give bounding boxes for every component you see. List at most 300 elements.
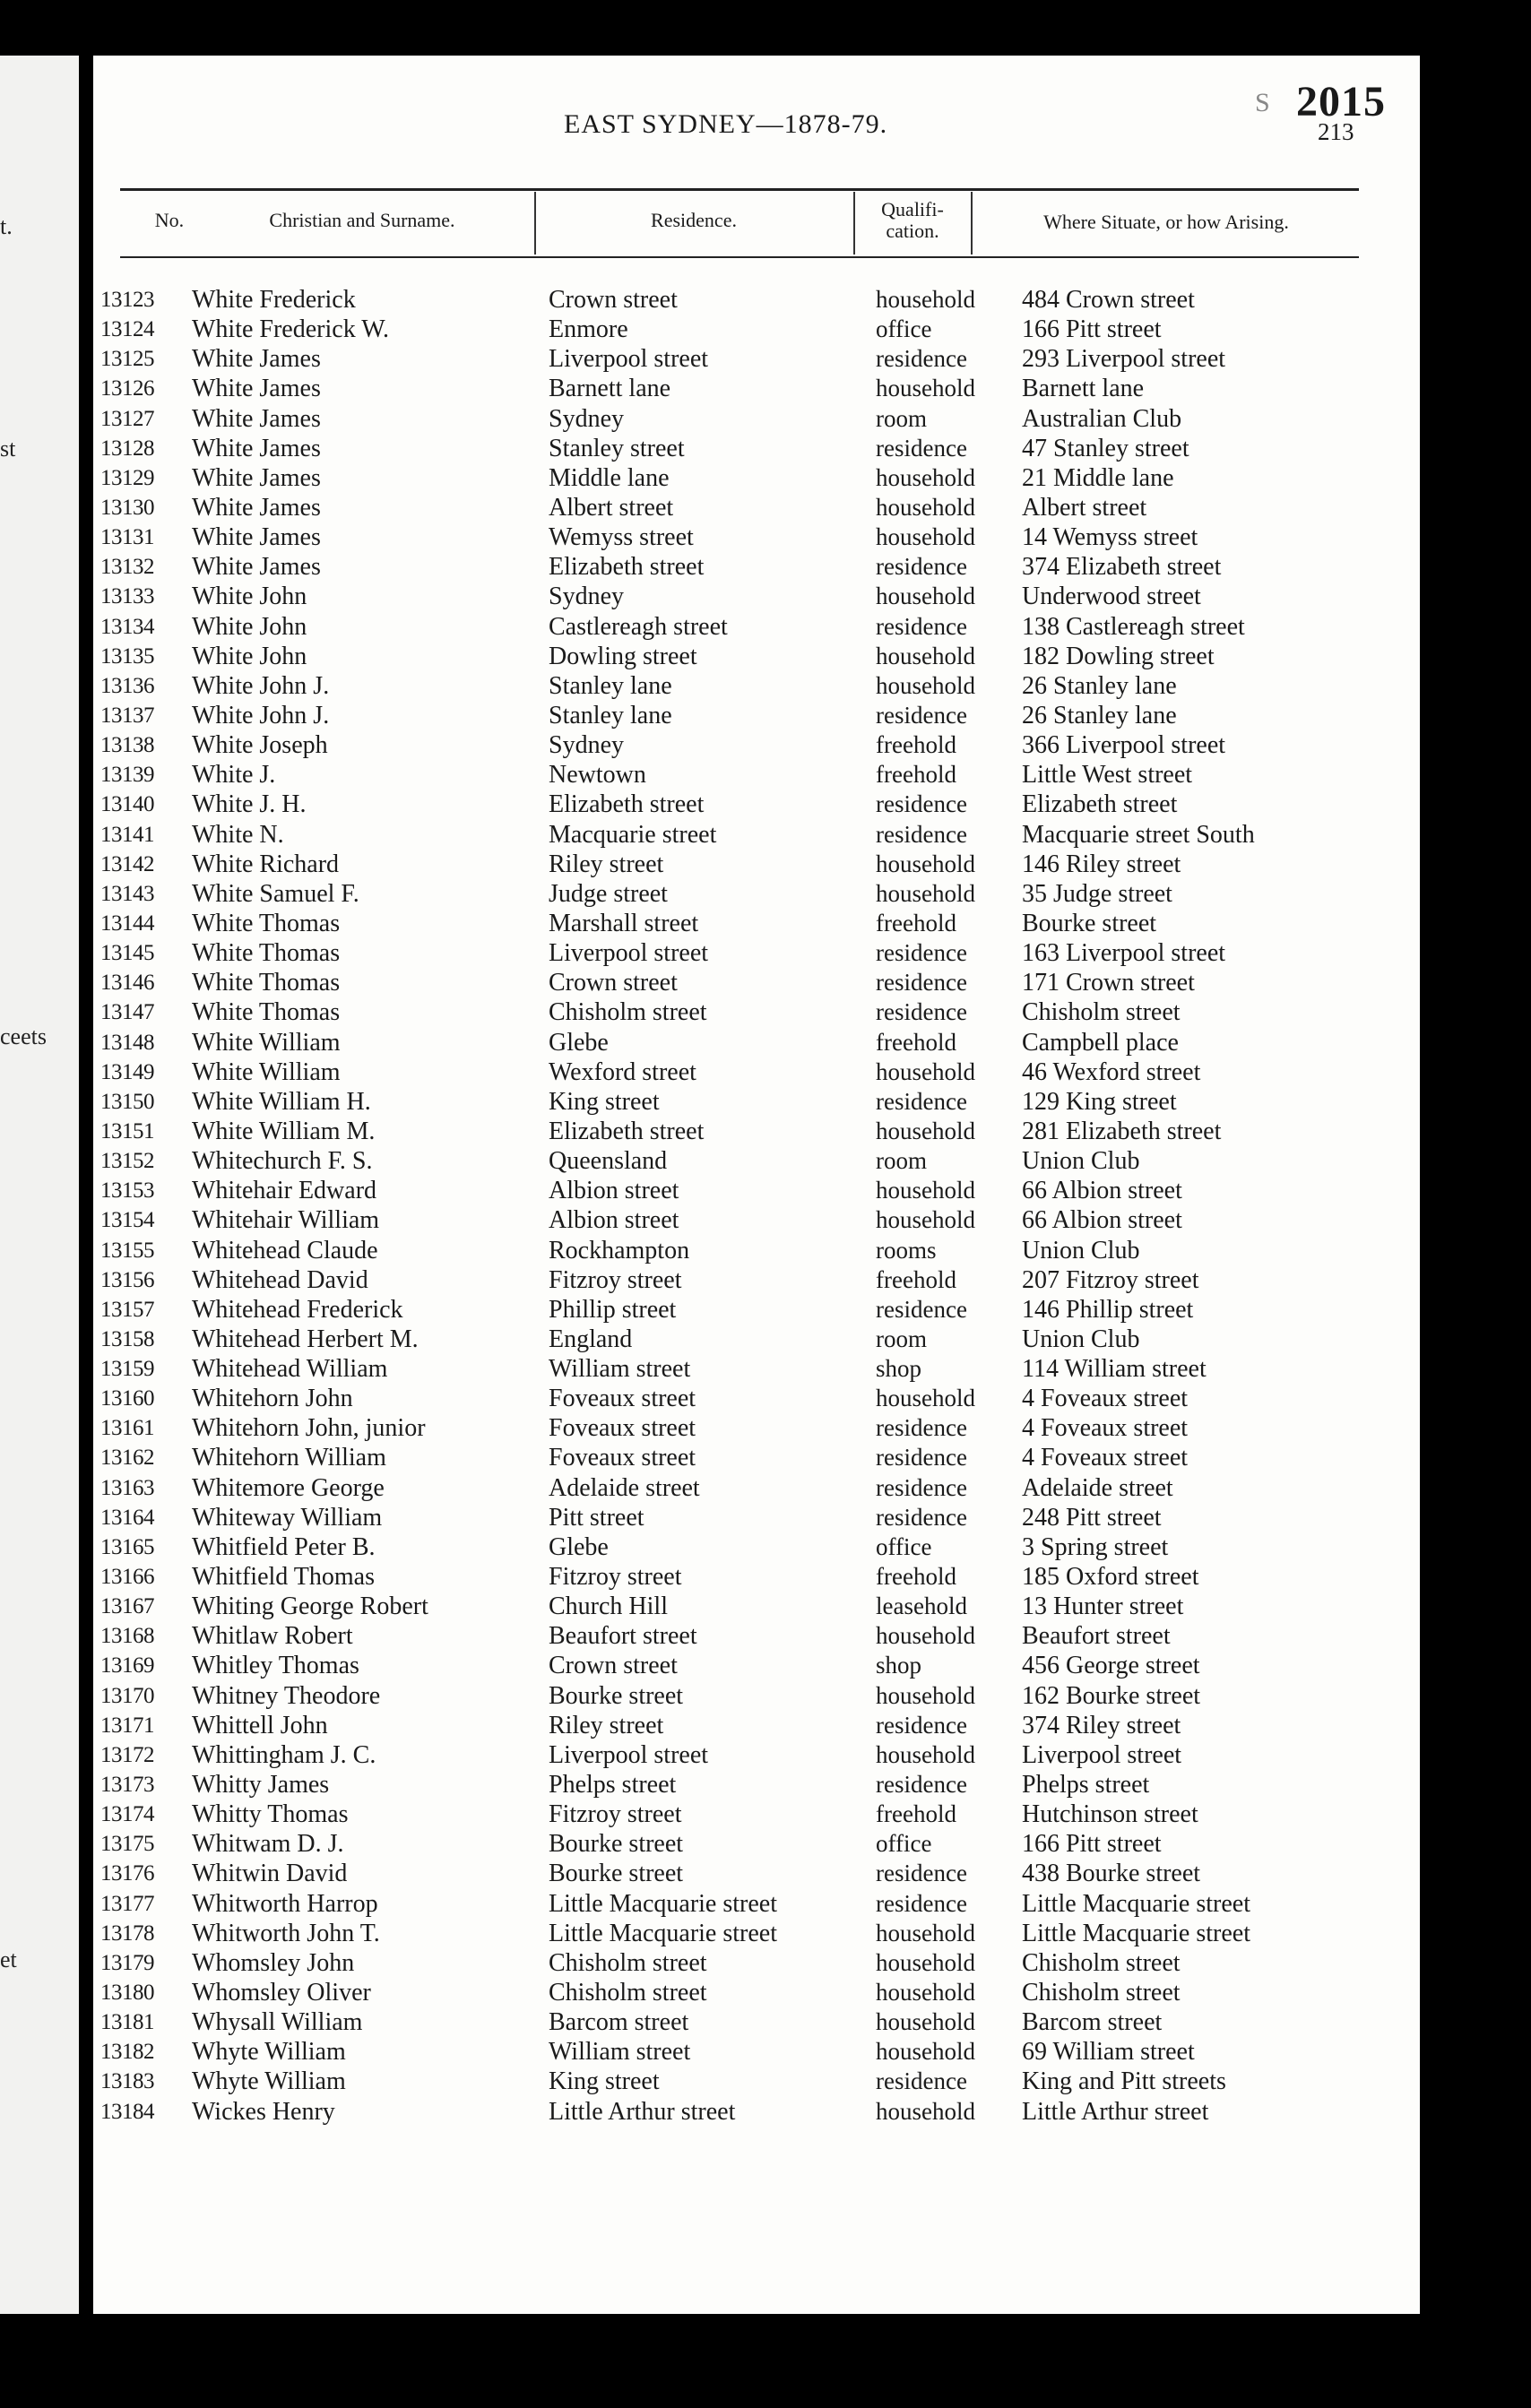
qualification-cell: office: [876, 315, 932, 343]
residence-cell: Middle lane: [549, 463, 670, 492]
residence-cell: England: [549, 1325, 633, 1353]
qualification-cell: household: [876, 463, 975, 491]
where-situate-cell: 66 Albion street: [1022, 1177, 1182, 1205]
where-situate-cell: 171 Crown street: [1022, 969, 1195, 997]
entry-number: 13143: [100, 881, 154, 906]
residence-cell: Judge street: [549, 879, 668, 908]
register-table: [100, 285, 1373, 2127]
entry-number: 13134: [100, 614, 154, 639]
elector-name: Whyte William: [192, 2067, 346, 2096]
where-situate-cell: 248 Pitt street: [1022, 1503, 1162, 1532]
where-situate-cell: Elizabeth street: [1022, 790, 1178, 819]
residence-cell: Fitzroy street: [549, 1265, 682, 1294]
where-situate-cell: Australian Club: [1022, 404, 1182, 433]
qualification-cell: household: [876, 2008, 975, 2036]
residence-cell: William street: [549, 1355, 691, 1384]
residence-cell: Sydney: [549, 731, 624, 760]
entry-number: 13137: [100, 703, 154, 728]
residence-cell: Sydney: [549, 583, 624, 611]
table-row: [100, 671, 1373, 701]
residence-cell: Foveaux street: [549, 1444, 696, 1472]
residence-cell: Bourke street: [549, 1830, 684, 1859]
residence-cell: Riley street: [549, 850, 664, 878]
table-row: [100, 1384, 1373, 1413]
qualification-cell: household: [876, 2097, 975, 2125]
qualification-cell: shop: [876, 1355, 922, 1383]
qualification-cell: residence: [876, 1414, 967, 1442]
elector-name: White Thomas: [192, 998, 341, 1027]
where-situate-cell: King and Pitt streets: [1022, 2067, 1226, 2096]
entry-number: 13144: [100, 911, 154, 936]
elector-name: Whittell John: [192, 1711, 328, 1739]
table-row: [100, 1948, 1373, 1978]
table-row: [100, 404, 1373, 434]
where-situate-cell: Beaufort street: [1022, 1622, 1171, 1651]
entry-number: 13163: [100, 1475, 154, 1500]
entry-number: 13123: [100, 288, 154, 312]
qualification-cell: residence: [876, 1860, 967, 1887]
elector-name: Whitty James: [192, 1771, 330, 1800]
where-situate-cell: Chisholm street: [1022, 1948, 1181, 1977]
where-situate-cell: 146 Riley street: [1022, 850, 1181, 878]
entry-number: 13178: [100, 1920, 154, 1946]
entry-number: 13139: [100, 763, 154, 788]
table-row: [100, 820, 1373, 850]
entry-number: 13170: [100, 1683, 154, 1708]
elector-name: White John: [192, 612, 307, 641]
elector-name: White John: [192, 583, 307, 611]
where-situate-cell: 438 Bourke street: [1022, 1860, 1201, 1888]
table-row: [100, 1829, 1373, 1859]
entry-number: 13132: [100, 555, 154, 580]
page-title: EAST SYDNEY—1878-79.: [564, 109, 888, 139]
qualification-cell: household: [876, 1740, 975, 1768]
where-situate-cell: 163 Liverpool street: [1022, 939, 1226, 968]
where-situate-cell: Barcom street: [1022, 2008, 1163, 2037]
entry-number: 13172: [100, 1742, 154, 1767]
qualification-cell: household: [876, 1948, 975, 1976]
table-row: [100, 522, 1373, 552]
qualification-cell: residence: [876, 790, 967, 818]
residence-cell: Dowling street: [549, 642, 697, 670]
elector-name: White James: [192, 493, 321, 522]
qualification-cell: residence: [876, 820, 967, 848]
residence-cell: Newtown: [549, 761, 646, 790]
entry-number: 13175: [100, 1832, 154, 1857]
qualification-cell: residence: [876, 969, 967, 997]
qualification-cell: rooms: [876, 1236, 937, 1264]
elector-name: Whitehair Edward: [192, 1177, 377, 1205]
qualification-cell: household: [876, 1979, 975, 2007]
elector-name: White James: [192, 375, 321, 403]
residence-cell: Crown street: [549, 969, 678, 997]
residence-cell: Adelaide street: [549, 1473, 700, 1502]
residence-cell: Elizabeth street: [549, 1117, 705, 1145]
prev-page-fragment: st: [0, 436, 16, 462]
column-divider: [534, 192, 536, 255]
entry-number: 13166: [100, 1565, 154, 1590]
table-row: [100, 997, 1373, 1027]
elector-name: Whitehead Frederick: [192, 1295, 403, 1324]
entry-number: 13154: [100, 1208, 154, 1233]
entry-number: 13136: [100, 673, 154, 698]
table-row: [100, 1800, 1373, 1829]
entry-number: 13130: [100, 495, 154, 520]
table-row: [100, 1919, 1373, 1948]
residence-cell: Barnett lane: [549, 375, 671, 403]
elector-name: Whitty Thomas: [192, 1800, 349, 1829]
elector-name: Whiteway William: [192, 1503, 383, 1532]
residence-cell: Castlereagh street: [549, 612, 728, 641]
table-row: [100, 434, 1373, 463]
qualification-cell: room: [876, 1147, 927, 1175]
table-row: [100, 1295, 1373, 1325]
residence-cell: Phillip street: [549, 1295, 677, 1324]
qualification-cell: residence: [876, 701, 967, 729]
residence-cell: Elizabeth street: [549, 790, 705, 819]
qualification-cell: residence: [876, 1771, 967, 1799]
entry-number: 13133: [100, 584, 154, 609]
elector-name: White William: [192, 1057, 341, 1086]
table-row: [100, 701, 1373, 730]
elector-name: White James: [192, 523, 321, 552]
table-row: [100, 1176, 1373, 1205]
table-row: [100, 1057, 1373, 1087]
where-situate-cell: 185 Oxford street: [1022, 1563, 1199, 1592]
column-header-where: Where Situate, or how Arising.: [1043, 211, 1289, 233]
elector-name: White J.: [192, 761, 276, 790]
where-situate-cell: 166 Pitt street: [1022, 1830, 1162, 1859]
elector-name: Whitehead William: [192, 1355, 388, 1384]
elector-name: Whomsley John: [192, 1948, 355, 1977]
elector-name: Whyte William: [192, 2038, 346, 2067]
where-situate-cell: Union Club: [1022, 1147, 1140, 1176]
column-header-qualification: Qualifi- cation.: [881, 198, 944, 242]
qualification-cell: household: [876, 1385, 975, 1412]
residence-cell: Chisholm street: [549, 998, 707, 1027]
elector-name: Whitechurch F. S.: [192, 1147, 373, 1176]
where-situate-cell: 374 Riley street: [1022, 1711, 1181, 1739]
table-row: [100, 1146, 1373, 1176]
elector-name: White James: [192, 434, 321, 462]
table-row: [100, 730, 1373, 760]
residence-cell: Phelps street: [549, 1771, 677, 1800]
qualification-cell: household: [876, 1177, 975, 1204]
table-row: [100, 1651, 1373, 1680]
qualification-cell: freehold: [876, 761, 956, 789]
table-row: [100, 938, 1373, 968]
elector-name: Whitehorn John: [192, 1385, 353, 1413]
where-situate-cell: 182 Dowling street: [1022, 642, 1215, 670]
table-row: [100, 1859, 1373, 1888]
elector-name: White James: [192, 553, 321, 582]
where-situate-cell: 129 King street: [1022, 1087, 1177, 1116]
qualification-cell: household: [876, 1206, 975, 1234]
entry-number: 13181: [100, 2010, 154, 2035]
table-row: [100, 1621, 1373, 1651]
residence-cell: Little Macquarie street: [549, 1919, 777, 1947]
residence-cell: Elizabeth street: [549, 553, 705, 582]
entry-number: 13179: [100, 1950, 154, 1975]
entry-number: 13138: [100, 733, 154, 758]
where-situate-cell: 66 Albion street: [1022, 1206, 1182, 1235]
table-row: [100, 1354, 1373, 1384]
table-row: [100, 1087, 1373, 1117]
where-situate-cell: Bourke street: [1022, 909, 1157, 937]
qualification-cell: household: [876, 642, 975, 669]
qualification-cell: household: [876, 2038, 975, 2066]
entry-number: 13183: [100, 2069, 154, 2094]
elector-name: Whitworth Harrop: [192, 1889, 378, 1918]
qualification-cell: residence: [876, 1711, 967, 1739]
register-page: [93, 56, 1420, 2314]
where-situate-cell: Chisholm street: [1022, 998, 1181, 1027]
table-row: [100, 1117, 1373, 1146]
qualification-cell: household: [876, 286, 975, 313]
residence-cell: Enmore: [549, 315, 628, 344]
residence-cell: Little Macquarie street: [549, 1889, 777, 1918]
residence-cell: Riley street: [549, 1711, 664, 1739]
qualification-cell: residence: [876, 1444, 967, 1472]
entry-number: 13176: [100, 1861, 154, 1886]
qualification-cell: office: [876, 1532, 932, 1560]
where-situate-cell: Albert street: [1022, 493, 1147, 522]
entry-number: 13155: [100, 1238, 154, 1263]
entry-number: 13150: [100, 1089, 154, 1114]
entry-number: 13142: [100, 851, 154, 876]
where-situate-cell: 281 Elizabeth street: [1022, 1117, 1222, 1145]
residence-cell: Glebe: [549, 1028, 609, 1057]
residence-cell: Liverpool street: [549, 939, 709, 968]
entry-number: 13151: [100, 1118, 154, 1144]
qualification-cell: freehold: [876, 909, 956, 936]
where-situate-cell: 3 Spring street: [1022, 1532, 1169, 1561]
entry-number: 13148: [100, 1030, 154, 1055]
residence-cell: Foveaux street: [549, 1414, 696, 1443]
where-situate-cell: Chisholm street: [1022, 1979, 1181, 2007]
where-situate-cell: 374 Elizabeth street: [1022, 553, 1222, 582]
prev-page-fragment: et: [0, 1946, 17, 1972]
where-situate-cell: 26 Stanley lane: [1022, 671, 1177, 700]
column-header-name: Christian and Surname.: [269, 209, 455, 231]
where-situate-cell: 47 Stanley street: [1022, 434, 1189, 462]
residence-cell: Stanley lane: [549, 671, 672, 700]
elector-name: Whitley Thomas: [192, 1652, 359, 1680]
residence-cell: King street: [549, 2067, 660, 2096]
entry-number: 13169: [100, 1653, 154, 1679]
where-situate-cell: Barnett lane: [1022, 375, 1145, 403]
elector-name: White Samuel F.: [192, 879, 359, 908]
residence-cell: Little Arthur street: [549, 2097, 736, 2126]
elector-name: White James: [192, 345, 321, 374]
qualification-cell: freehold: [876, 1800, 956, 1828]
elector-name: Whitehead David: [192, 1265, 368, 1294]
qualification-cell: residence: [876, 1889, 967, 1917]
where-situate-cell: Campbell place: [1022, 1028, 1179, 1057]
elector-name: White J. H.: [192, 790, 307, 819]
table-row: [100, 552, 1373, 582]
table-row: [100, 879, 1373, 909]
elector-name: White John J.: [192, 701, 330, 729]
residence-cell: Crown street: [549, 1652, 678, 1680]
elector-name: Whittingham J. C.: [192, 1740, 376, 1769]
elector-name: Whitney Theodore: [192, 1681, 381, 1710]
elector-name: Whitfield Thomas: [192, 1563, 375, 1592]
residence-cell: Albion street: [549, 1206, 679, 1235]
residence-cell: Marshall street: [549, 909, 699, 937]
where-situate-cell: 4 Foveaux street: [1022, 1385, 1189, 1413]
table-row: [100, 612, 1373, 642]
table-row: [100, 1740, 1373, 1770]
elector-name: Whitwam D. J.: [192, 1830, 344, 1859]
table-row: [100, 1592, 1373, 1621]
table-row: [100, 1562, 1373, 1592]
elector-name: Whitwin David: [192, 1860, 348, 1888]
where-situate-cell: 114 William street: [1022, 1355, 1207, 1384]
qualification-cell: shop: [876, 1652, 922, 1679]
residence-cell: Chisholm street: [549, 1979, 707, 2007]
qualification-cell: household: [876, 375, 975, 402]
residence-cell: Bourke street: [549, 1860, 684, 1888]
elector-name: Whitehair William: [192, 1206, 380, 1235]
where-situate-cell: Phelps street: [1022, 1771, 1150, 1800]
qualification-cell: leasehold: [876, 1592, 967, 1620]
residence-cell: Wemyss street: [549, 523, 694, 552]
qualification-cell: household: [876, 1919, 975, 1946]
entry-number: 13161: [100, 1416, 154, 1441]
table-row: [100, 1681, 1373, 1711]
residence-cell: Church Hill: [549, 1592, 668, 1621]
qualification-cell: room: [876, 1325, 927, 1352]
qualification-cell: residence: [876, 1295, 967, 1323]
residence-cell: Wexford street: [549, 1057, 696, 1086]
elector-name: White Frederick W.: [192, 315, 390, 344]
table-row: [100, 463, 1373, 493]
where-situate-cell: 26 Stanley lane: [1022, 701, 1177, 729]
entry-number: 13182: [100, 2040, 154, 2065]
qualification-cell: residence: [876, 2067, 967, 2095]
where-situate-cell: Adelaide street: [1022, 1473, 1173, 1502]
residence-cell: Bourke street: [549, 1681, 684, 1710]
sheet-number: 2015: [1296, 78, 1386, 125]
qualification-cell: household: [876, 1622, 975, 1650]
entry-number: 13156: [100, 1267, 154, 1292]
qualification-cell: freehold: [876, 1563, 956, 1591]
where-situate-cell: 166 Pitt street: [1022, 315, 1162, 344]
qualification-cell: freehold: [876, 1028, 956, 1056]
where-situate-cell: Union Club: [1022, 1325, 1140, 1353]
elector-name: White John: [192, 642, 307, 670]
table-row: [100, 1205, 1373, 1235]
qualification-cell: household: [876, 493, 975, 521]
elector-name: White Thomas: [192, 939, 341, 968]
prev-page-fragment: t.: [0, 213, 13, 239]
table-row: [100, 1532, 1373, 1562]
entry-number: 13171: [100, 1713, 154, 1738]
elector-name: Whitehead Herbert M.: [192, 1325, 419, 1353]
residence-cell: King street: [549, 1087, 660, 1116]
elector-name: Whitlaw Robert: [192, 1622, 353, 1651]
where-situate-cell: 14 Wemyss street: [1022, 523, 1198, 552]
entry-number: 13165: [100, 1534, 154, 1559]
residence-cell: Fitzroy street: [549, 1563, 682, 1592]
table-row: [100, 285, 1373, 315]
where-situate-cell: Hutchinson street: [1022, 1800, 1198, 1829]
table-row: [100, 315, 1373, 344]
table-row: [100, 1236, 1373, 1265]
table-row: [100, 1265, 1373, 1295]
table-row: [100, 850, 1373, 879]
entry-number: 13140: [100, 792, 154, 817]
table-row: [100, 493, 1373, 522]
table-row: [100, 1889, 1373, 1919]
where-situate-cell: 4 Foveaux street: [1022, 1414, 1189, 1443]
entry-number: 13180: [100, 1981, 154, 2006]
residence-cell: Rockhampton: [549, 1236, 690, 1264]
residence-cell: William street: [549, 2038, 691, 2067]
qualification-cell: household: [876, 1057, 975, 1085]
header-rule-bottom: [120, 256, 1359, 258]
table-row: [100, 1503, 1373, 1532]
qualification-cell: residence: [876, 553, 967, 581]
entry-number: 13152: [100, 1149, 154, 1174]
qualification-cell: household: [876, 1681, 975, 1709]
qualification-cell: household: [876, 879, 975, 907]
table-row: [100, 1028, 1373, 1057]
where-situate-cell: Macquarie street South: [1022, 820, 1255, 849]
entry-number: 13124: [100, 317, 154, 342]
table-row: [100, 2067, 1373, 2096]
where-situate-cell: 207 Fitzroy street: [1022, 1265, 1199, 1294]
previous-page-edge: [0, 56, 79, 2314]
qualification-cell: residence: [876, 434, 967, 462]
where-situate-cell: 21 Middle lane: [1022, 463, 1174, 492]
elector-name: Whitehorn John, junior: [192, 1414, 426, 1443]
table-row: [100, 1770, 1373, 1800]
table-row: [100, 1325, 1373, 1354]
entry-number: 13131: [100, 525, 154, 550]
elector-name: White Richard: [192, 850, 340, 878]
entry-number: 13173: [100, 1773, 154, 1798]
entry-number: 13168: [100, 1624, 154, 1649]
column-header-residence: Residence.: [651, 209, 737, 231]
where-situate-cell: Little Macquarie street: [1022, 1919, 1250, 1947]
elector-name: Whitworth John T.: [192, 1919, 380, 1947]
qualification-cell: household: [876, 1117, 975, 1144]
residence-cell: Albion street: [549, 1177, 679, 1205]
elector-name: White John J.: [192, 671, 330, 700]
elector-name: Whitfield Peter B.: [192, 1532, 376, 1561]
residence-cell: Crown street: [549, 286, 678, 314]
table-row: [100, 790, 1373, 819]
table-row: [100, 2007, 1373, 2037]
page-number: 213: [1318, 118, 1354, 145]
residence-cell: Glebe: [549, 1532, 609, 1561]
entry-number: 13149: [100, 1059, 154, 1084]
residence-cell: Fitzroy street: [549, 1800, 682, 1829]
entry-number: 13147: [100, 1000, 154, 1025]
table-row: [100, 1978, 1373, 2007]
qualification-cell: household: [876, 583, 975, 610]
entry-number: 13141: [100, 822, 154, 847]
entry-number: 13184: [100, 2099, 154, 2124]
header-rule-top: [120, 188, 1359, 191]
entry-number: 13160: [100, 1386, 154, 1411]
where-situate-cell: Underwood street: [1022, 583, 1201, 611]
where-situate-cell: Little Macquarie street: [1022, 1889, 1250, 1918]
entry-number: 13158: [100, 1326, 154, 1351]
residence-cell: Barcom street: [549, 2008, 689, 2037]
